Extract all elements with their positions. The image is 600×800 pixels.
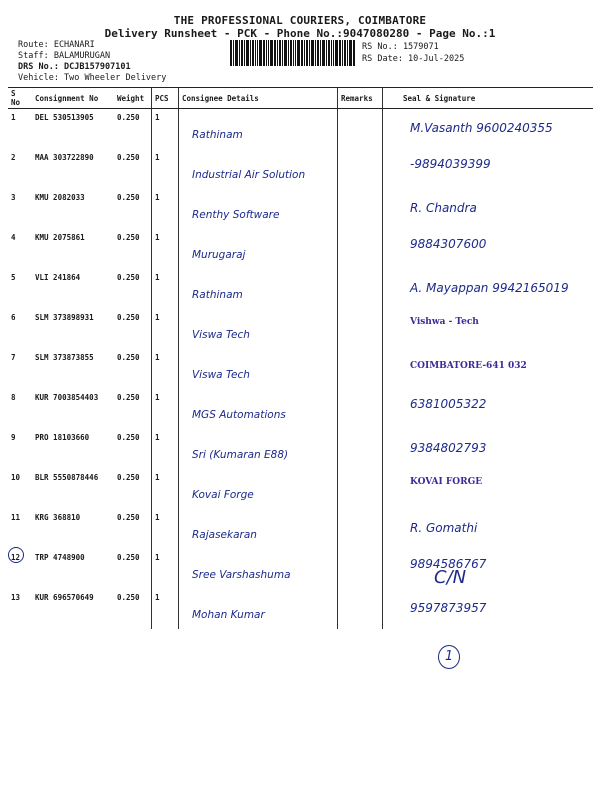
seal-cell [383,469,594,509]
consignment-cell: DEL 530513905 [35,113,94,122]
pcs-cell: 1 [152,349,179,389]
signature: A. Mayappan 9942165019 [410,281,569,295]
consignee-handwriting: Rathinam [192,289,243,301]
pcs-cell: 1 [152,589,179,629]
vehicle-label: Vehicle: Two Wheeler Delivery [18,73,167,83]
consignment-cell: BLR 5550878446 [35,473,99,482]
consignment-cell: KMU 2075861 [35,233,85,242]
company-stamp: KOVAI FORGE [410,477,483,487]
sno-cell: 11 [11,513,21,522]
signature: 6381005322 [410,397,487,411]
signature: R. Chandra [410,201,477,215]
consignee-cell [179,109,338,150]
staff-label: Staff: BALAMURUGAN [18,51,111,61]
consignee-cell [179,349,338,389]
consignment-cell: VLI 241864 [35,273,81,282]
seal-cell [383,109,594,150]
consignee-handwriting: Murugaraj [192,249,246,261]
consignment-cell: SLM 373873855 [35,353,94,362]
signature: M.Vasanth 9600240355 [410,121,553,135]
sno-cell: 10 [11,473,21,482]
sno-cell: 8 [11,393,16,402]
col-weight: Weight [114,88,152,109]
consignee-handwriting: Rathinam [192,129,243,141]
weight-cell: 0.250 [117,153,140,162]
table-row [8,149,593,189]
weight-cell: 0.250 [117,233,140,242]
consignee-handwriting: Rajasekaran [192,529,257,541]
consignee-cell [179,269,338,309]
col-seal: Seal & Signature [383,88,594,109]
pcs-cell: 1 [152,109,179,150]
consignee-cell [179,149,338,189]
sno-cell: 9 [11,433,16,442]
sno-circle-mark [8,547,24,563]
col-pcs: PCS [152,88,179,109]
col-consignment: Consignment No [32,88,114,109]
rs-number: RS No.: 1579071 [362,42,439,52]
consignee-cell [179,509,338,549]
table-row [8,589,593,629]
col-sno: S No [8,88,32,109]
pcs-cell: 1 [152,309,179,349]
consignee-handwriting: Mohan Kumar [192,609,265,621]
table-row [8,309,593,349]
remarks-cell [338,509,383,549]
sno-cell: 5 [11,273,16,282]
consignee-handwriting: Sree Varshashuma [192,569,291,581]
remarks-cell [338,229,383,269]
sno-cell: 6 [11,313,16,322]
seal-cell [383,309,594,349]
pcs-cell: 1 [152,549,179,589]
weight-cell: 0.250 [117,473,140,482]
consignee-cell [179,429,338,469]
table-row [8,509,593,549]
table-row [8,349,593,389]
route-label: Route: ECHANARI [18,40,95,50]
circled-number [438,645,460,669]
pcs-cell: 1 [152,509,179,549]
seal-cell [383,149,594,189]
table-row [8,109,593,150]
consignee-handwriting: Viswa Tech [192,369,250,381]
consignment-cell: MAA 303722890 [35,153,94,162]
pcs-cell: 1 [152,229,179,269]
consignee-handwriting: Kovai Forge [192,489,254,501]
seal-cell [383,509,594,549]
table-row [8,429,593,469]
consignment-cell: SLM 373898931 [35,313,94,322]
table-row [8,269,593,309]
seal-cell [383,589,594,629]
consignment-cell: TRP 4748900 [35,553,85,562]
signature: R. Gomathi [410,521,478,535]
pcs-cell: 1 [152,149,179,189]
col-consignee: Consignee Details [179,88,338,109]
sno-cell: 12 [11,553,21,562]
consignee-cell [179,469,338,509]
remarks-cell [338,429,383,469]
remarks-cell [338,109,383,150]
pcs-cell: 1 [152,389,179,429]
runsheet-title: Delivery Runsheet - PCK - Phone No.:9047080280 - Page No.:1 [104,27,496,40]
signature: -9894039399 [410,157,491,171]
remarks-cell [338,469,383,509]
table-row [8,229,593,269]
weight-cell: 0.250 [117,393,140,402]
remarks-cell [338,189,383,229]
seal-cell [383,189,594,229]
weight-cell: 0.250 [117,273,140,282]
weight-cell: 0.250 [117,593,140,602]
table-row [8,189,593,229]
remarks-cell [338,349,383,389]
consignee-cell [179,549,338,589]
drs-number: DRS No.: DCJB157907101 [18,62,131,72]
circled-number-text: 1 [444,649,454,664]
sno-cell: 1 [11,113,16,122]
seal-cell [383,269,594,309]
pcs-cell: 1 [152,429,179,469]
runsheet-table [8,87,593,629]
sno-cell: 3 [11,193,16,202]
remarks-cell [338,149,383,189]
weight-cell: 0.250 [117,433,140,442]
remarks-cell [338,589,383,629]
consignment-cell: KMU 2082033 [35,193,85,202]
remarks-cell [338,309,383,349]
table-row [8,469,593,509]
weight-cell: 0.250 [117,353,140,362]
signature: 9884307600 [410,237,487,251]
barcode [230,40,355,66]
seal-cell [383,389,594,429]
company-title: THE PROFESSIONAL COURIERS, COIMBATORE [173,14,427,27]
row12-initials: C/N [434,567,467,588]
remarks-cell [338,549,383,589]
table-header-row [8,88,593,109]
remarks-cell [338,389,383,429]
rs-date: RS Date: 10-Jul-2025 [362,54,465,64]
consignment-cell: PRO 18103660 [35,433,90,442]
seal-cell [383,349,594,389]
weight-cell: 0.250 [117,513,140,522]
consignee-handwriting: Industrial Air Solution [192,169,306,181]
col-remarks: Remarks [338,88,383,109]
weight-cell: 0.250 [117,193,140,202]
consignee-cell [179,309,338,349]
sno-cell: 2 [11,153,16,162]
consignee-handwriting: MGS Automations [192,409,286,421]
table-row [8,389,593,429]
consignment-cell: KRG 368810 [35,513,81,522]
signature: 9384802793 [410,441,487,455]
consignee-handwriting: Viswa Tech [192,329,250,341]
pcs-cell: 1 [152,189,179,229]
seal-cell [383,229,594,269]
consignee-cell [179,589,338,629]
sno-cell: 13 [11,593,21,602]
weight-cell: 0.250 [117,113,140,122]
pcs-cell: 1 [152,269,179,309]
consignee-cell [179,229,338,269]
seal-cell [383,549,594,589]
consignment-cell: KUR 696570649 [35,593,94,602]
consignee-cell [179,189,338,229]
seal-cell [383,429,594,469]
consignee-handwriting: Sri (Kumaran E88) [192,449,289,461]
consignee-cell [179,389,338,429]
company-stamp: Vishwa - Tech [410,317,479,327]
company-stamp: COIMBATORE-641 032 [410,361,527,371]
sno-cell: 4 [11,233,16,242]
pcs-cell: 1 [152,469,179,509]
consignment-cell: KUR 7003854403 [35,393,99,402]
signature: 9597873957 [410,601,487,615]
signature: 9894586767 [410,557,487,571]
remarks-cell [338,269,383,309]
weight-cell: 0.250 [117,313,140,322]
table-row [8,549,593,589]
weight-cell: 0.250 [117,553,140,562]
sno-cell: 7 [11,353,16,362]
consignee-handwriting: Renthy Software [192,209,280,221]
